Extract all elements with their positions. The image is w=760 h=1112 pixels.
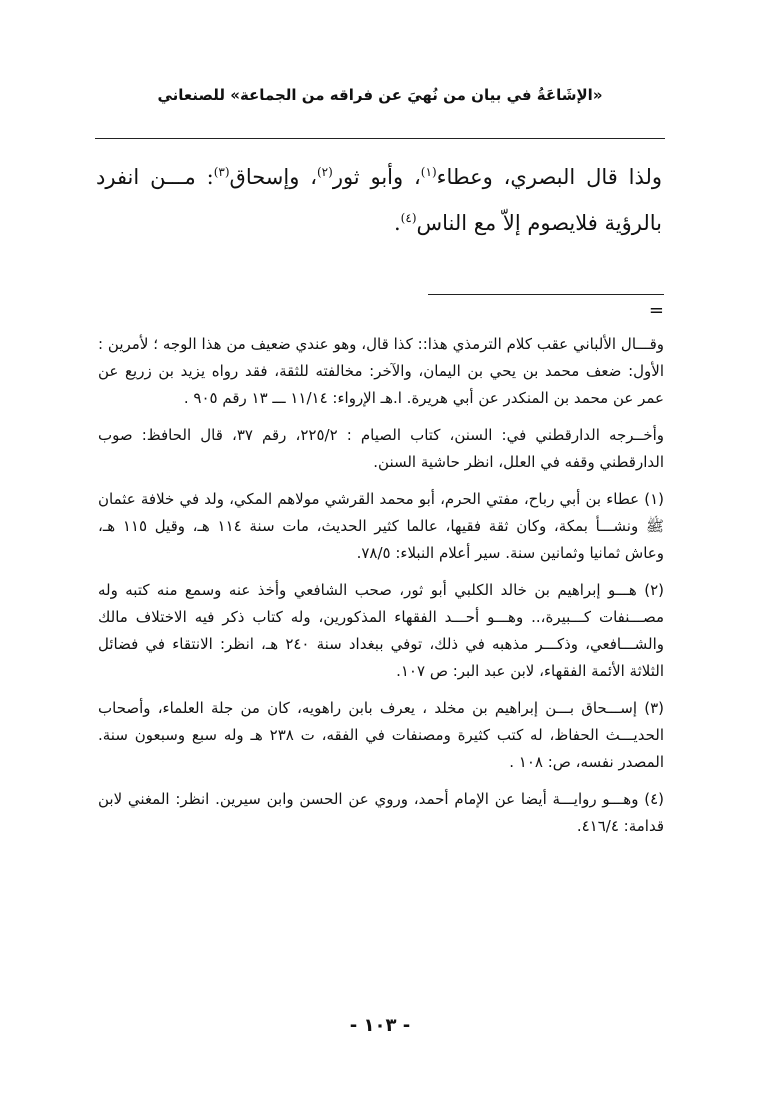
- footnote-divider: [428, 294, 664, 295]
- main-text-segment: ، وإسحاق: [229, 165, 317, 189]
- footnote-ref-4: (٤): [400, 211, 417, 225]
- footnote-ref-2: (٢): [316, 165, 333, 179]
- main-paragraph: [96, 154, 662, 246]
- main-text-segment: .: [393, 211, 401, 235]
- footnote-ref-1: (١): [420, 165, 437, 179]
- footnote-item: (٢) هـــو إبراهيم بن خالد الكلبي أبو ثور، صحب الشافعي وأخذ عنه وسمع منه كتبه وله مصـــنفات كـــبيرة،.. وهـــو أحـــد الفقهاء المذكورين، وله كتاب ذكر فيه الاختلاف مالك والشـــافعي، وذكـــر مذهبه في ذلك، توفي ببغداد سنة ٢٤٠ هـ، انظر: الانتقاء في فضائل الثلاثة الأئمة الفقهاء، لابن عبد البر: ص ١٠٧.: [98, 581, 664, 680]
- footnote-item: وقـــال الألباني عقب كلام الترمذي هذا:: كذا قال، وهو عندي ضعيف من هذا الوجه ؛ لأمرين : الأول: ضعف محمد بن يحي بن اليمان، والآخر: مخالفته للثقة، فقد رواه يزيد بن زريع عن عمر عن محمد بن المنكدر عن أبي هريرة. ا.هـ الإرواء: ١١/١٤ ـــ ١٣ رقم ٩٠٥ .: [98, 335, 664, 407]
- footnote-item: وأخــرجه الدارقطني في: السنن، كتاب الصيام : ٢٢٥/٢، رقم ٣٧، قال الحافظ: صوب الدارقطني وقفه في العلل، انظر حاشية السنن.: [98, 426, 665, 471]
- footnote-item: (٣) إســـحاق بـــن إبراهيم بن مخلد ، يعرف بابن راهويه، كان من جلة العلماء، وأصحاب الحديـــث الحفاظ، له كتب كثيرة ومصنفات في الفقه، ت ٢٣٨ هـ وله سبع وسبعون سنة. المصدر نفسه، ص: ١٠٨ .: [98, 699, 665, 771]
- main-text-segment: ولذا قال البصري، وعطاء: [436, 165, 663, 189]
- running-header: «الإشَاعَةُ في بيان من نُهيَ عن فراقه من الجماعة» للصنعاني: [157, 86, 603, 104]
- continuation-mark: =: [648, 300, 664, 321]
- main-text-segment: ، وأبو ثور: [332, 165, 421, 189]
- footnote-item: (١) عطاء بن أبي رباح، مفتي الحرم، أبو محمد القرشي مولاهم المكي، ولد في خلافة عثمان ﷺ ونشـــأ بمكة، وكان ثقة فقيها، عالما كثير الحديث، مات سنة ١١٤ هـ، وقيل ١١٥ هـ، وعاش ثمانيا وثمانين سنة. سير أعلام النبلاء: ٧٨/٥.: [98, 490, 664, 562]
- main-text-segment: : مـــن انفرد بالرؤية فلايصوم إلاّ مع الناس: [96, 165, 662, 235]
- header-divider: [95, 138, 665, 139]
- page-number: - ١٠٣ -: [349, 1015, 411, 1036]
- footnote-item: (٤) وهـــو روايـــة أيضا عن الإمام أحمد، وروي عن الحسن وابن سيرين. انظر: المغني لابن قدامة: ٤١٦/٤.: [98, 790, 664, 835]
- footnote-ref-3: (٣): [213, 165, 230, 179]
- footnotes-section: [98, 331, 664, 850]
